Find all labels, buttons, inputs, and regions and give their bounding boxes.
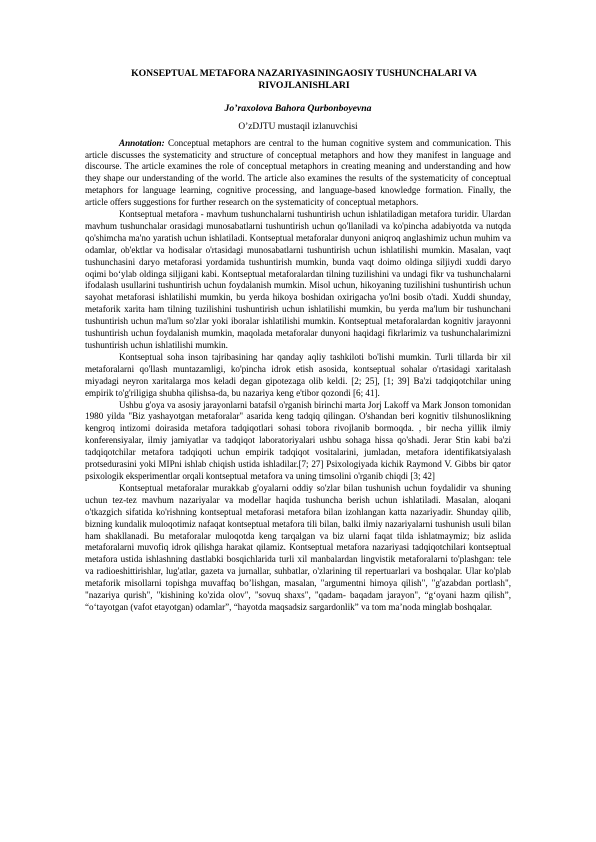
abstract-paragraph: [85, 138, 511, 209]
body-paragraph-4: Kontseptual metaforalar murakkab g'oyalarni oddiy so'zlar bilan tushunish uchun foydalidir va shuning uchun tez-tez mavhum nazariyalar va modellar haqida tushuncha berish uchun ishlatiladi. Masalan, aloqani o'tkazgich sifatida ko'rishning kontseptual metaforasi metafora bilan izohlangan katta nazariyadir. Shunday qilib, bizning kundalik muloqotimiz nafaqat kontseptual metafora tili bilan, balki ilmiy nazariyalarni tushunish usuli bilan ham shakllanadi. Bu metaforalar muloqotda keng tarqalgan va biz ularni faqat tilda ishlatmaymiz; biz aslida metaforalarni muvofiq idrok qilishga harakat qilamiz. Kontseptual metafora nazariyasi tadqiqotchilari kontseptual metafora ustida ishlashning dastlabki bosqichlarida turli xil manbalardan lingvistik metaforalarni to'plashgan: tele va radioeshittirishlar, lug'atlar, gazeta va jurnallar, suhbatlar, o'zlarining til repertuarlari va boshqalar. Ular ko'plab metaforik misollarni topishga muvaffaq bo’lishgan, masalan, "argumentni himoya qilish", "g'azabdan portlash", "nazariya qurish", "kishining ko'zida olov", "sovuq shaxs", "qadam- baqadam jarayon", “g‘oyani hazm qilish”, “o‘tayotgan (vafot etayotgan) odamlar”, “hayotda maqsadsiz sargardonlik” va tom ma’noda minglab boshqalar.: [85, 482, 511, 612]
document-page: [85, 68, 511, 614]
paper-title: KONSEPTUAL METAFORA NAZARIYASININGAOSIY TUSHUNCHALARI VA RIVOJLANISHLARI: [131, 68, 477, 92]
body-paragraph-2: Kontseptual soha inson tajribasining har qanday aqliy tashkiloti bo'lishi mumkin. Turli tillarda bir xil metaforalarni qo'llash muntazamligi, ko'pincha idrok etish asosida, kontseptual sohalar o'rtasidagi xaritalash miyadagi neyron xaritalarga mos keladi degan gipotezaga olib keldi. [2; 25], [1; 39] Ba'zi tadqiqotchilar uning empirik to'g'riligiga shubha qilishsa-da, bu nazariya keng e'tibor qozondi [6; 41].: [85, 351, 511, 398]
body-paragraph-3: Ushbu g'oya va asosiy jarayonlarni batafsil o'rganish birinchi marta Jorj Lakoff va Mark Jonson tomonidan 1980 yilda "Biz yashayotgan metaforalar" asarida keng tadqiq qilingan. O'shandan beri kognitiv tilshunoslikning kengroq intizomi doirasida metafora tadqiqotlari sohasi tobora rivojlanib bormoqda. , bir necha yillik ilmiy konferensiyalar, ilmiy jamiyatlar va tadqiqot laboratoriyalari ushbu sohaga hissa qo'shadi. Jerar Stin kabi ba'zi tadqiqotchilar metafora tadqiqoti uchun empirik tadqiqot vositalarini, jumladan, metafora identifikatsiyalash protsedurasini yoki MIPni ishlab chiqish ustida ishladilar.[7; 27] Psixologiyada kichik Raymond V. Gibbs bir qator psixologik eksperimentlar orqali kontseptual metafora va uning timsolini o'rganib chiqdi [3; 42]: [85, 399, 511, 481]
body-paragraph-1: Kontseptual metafora - mavhum tushunchalarni tushuntirish uchun ishlatiladigan metafora turidir. Ulardan mavhum tushunchalar orasidagi munosabatlarni tushuntirish uchun qo'llaniladi va ko'pincha adabiyotda va nutqda qo'shimcha ma'no yaratish uchun ishlatiladi. Kontseptual metaforalar dunyoni aniqroq anglashimiz uchun muhim va odamlar, ob'ektlar va hodisalar o'rtasidagi munosabatlarni tushuntirish uchun ishlatilishi mumkin. Masalan, vaqt tushunchasini daryo metaforasi yordamida tushuntirish mumkin, bunda vaqt doimo oldinga siljiydi xuddi daryo oqimi bo‘ylab oldinga siljigani kabi. Kontseptual metaforalardan tilning tuzilishini va undagi fikr va tushunchalarni ifodalash usullarini tushuntirish uchun foydalanish mumkin. Misol uchun, hikoyaning tuzilishini tushuntirish uchun sayohat metaforasi ishlatilishi mumkin, bu yerda hikoya boshidan oxirigacha yo'lni bosib o'tadi. Xuddi shunday, metaforik xarita ham tilning tuzilishini tushuntirish uchun ishlatilishi mumkin, bu yerda ma'lum bir tushunchani tushuntirish uchun ma'lum so'zlar yoki iboralar ishlatilishi mumkin. Kontseptual metaforalardan kognitiv jarayonni tushuntirish uchun foydalanish mumkin, maqolada metaforalar dunyoni haqidagi fikrlarimiz va tushunchalarimizni tushuntirish uchun ishlatilishi mumkin.: [85, 209, 511, 350]
abstract-text: Conceptual metaphors are central to the human cognitive system and communication. This article discusses the systematicity and structure of conceptual metaphors and how they manifest in language and discourse. The article examines the role of conceptual metaphors in creating meaning and understanding and how they shape our understanding of the world. The article also examines the results of the systematicity of conceptual metaphors for language learning, cognitive processing, and language-based knowledge formation. Finally, the article offers suggestions for further research on the systematicity of conceptual metaphors.: [85, 137, 511, 208]
author-name: Jo’raxolova Bahora Qurbonboyevna: [224, 102, 372, 114]
author-affiliation: O’zDJTU mustaqil izlanuvchisi: [238, 121, 358, 132]
abstract-label: Annotation:: [119, 137, 165, 148]
